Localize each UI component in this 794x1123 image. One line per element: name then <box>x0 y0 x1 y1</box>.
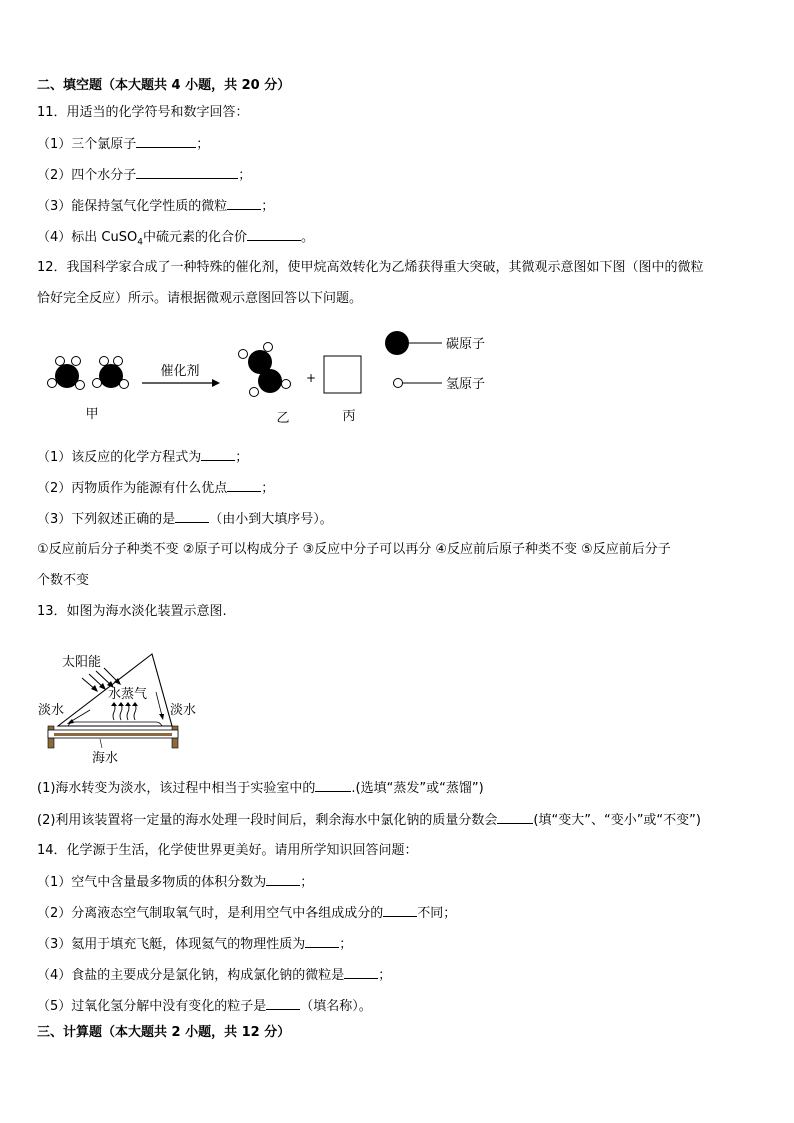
question-12-stem-line2: 恰好完全反应）所示。请根据微观示意图回答以下问题。 <box>37 291 363 306</box>
q11-item-1-text: （1）三个氯原子 <box>37 137 137 152</box>
q11-item-4-text-a: （4）标出 CuSO <box>37 230 138 245</box>
methane-molecule-1 <box>48 357 85 390</box>
q11-item-4-text-b: 中硫元素的化合价 <box>142 230 247 245</box>
section-heading: 三、计算题（本大题共 2 小题，共 12 分） <box>37 1025 291 1040</box>
q12-item-1 <box>37 448 248 467</box>
q13-item-2-end: (填“变大”、“变小”或“不变”) <box>533 813 701 828</box>
seawater-label: 海水 <box>92 751 119 766</box>
legend-carbon-label: 碳原子 <box>446 337 486 352</box>
answer-blank[interactable] <box>227 479 261 492</box>
q11-item-1 <box>37 135 209 154</box>
q13-item-1 <box>37 779 484 798</box>
q12-item-2-end: ； <box>261 481 275 496</box>
answer-blank[interactable] <box>201 448 235 461</box>
answer-blank[interactable] <box>175 510 209 523</box>
q14-item-1-text: （1）空气中含量最多物质的体积分数为 <box>37 875 267 890</box>
answer-blank[interactable] <box>383 904 417 917</box>
q12-item-3 <box>37 510 333 529</box>
answer-blank[interactable] <box>136 166 238 179</box>
q12-item-2 <box>37 479 274 498</box>
ethylene-molecule <box>239 343 291 397</box>
answer-blank[interactable] <box>315 779 351 792</box>
answer-blank[interactable] <box>497 811 533 824</box>
q11-item-2-end: ； <box>238 168 252 183</box>
fresh-water-left-label: 淡水 <box>38 703 65 718</box>
catalyst-label: 催化剂 <box>160 364 200 379</box>
q13-item-2-text: (2)利用该装置将一定量的海水处理一段时间后，剩余海水中氯化钠的质量分数会 <box>37 813 498 828</box>
q12-item-3-text: （3）下列叙述正确的是 <box>37 512 176 527</box>
question-14-stem: 14．化学源于生活，化学使世界更美好。请用所学知识回答问题： <box>37 843 418 858</box>
q14-item-2-text: （2）分离液态空气制取氧气时，是利用空气中各组成成分的 <box>37 906 384 921</box>
answer-blank[interactable] <box>344 966 378 979</box>
plus-sign: + <box>305 371 317 385</box>
q14-item-4 <box>37 966 391 985</box>
q12-item-1-text: （1）该反应的化学方程式为 <box>37 450 202 465</box>
hydrogen-legend-icon <box>394 379 403 388</box>
q14-item-3-text: （3）氦用于填充飞艇，体现氦气的物理性质为 <box>37 937 306 952</box>
answer-blank[interactable] <box>305 935 339 948</box>
legend-hydrogen-label: 氢原子 <box>446 377 486 392</box>
q11-item-3 <box>37 197 274 216</box>
q14-item-4-text: （4）食盐的主要成分是氯化钠，构成氯化钠的微粒是 <box>37 968 345 983</box>
methane-molecule-2 <box>93 357 129 389</box>
q11-item-2-text: （2）四个水分子 <box>37 168 137 183</box>
question-11-stem: 11．用适当的化学符号和数字回答： <box>37 105 249 120</box>
label-bing: 丙 <box>342 409 356 424</box>
fresh-water-right-label: 淡水 <box>170 703 197 718</box>
q14-item-5 <box>37 997 372 1016</box>
q14-item-5-text: （5）过氧化氢分解中没有变化的粒子是 <box>37 999 267 1014</box>
question-12-stem-line1: 12．我国科学家合成了一种特殊的催化剂，使甲烷高效转化为乙烯获得重大突破，其微观示意图如下图（图中的微粒 <box>37 260 704 275</box>
q14-item-3-end: ； <box>339 937 353 952</box>
vapor-label: 水蒸气 <box>108 687 148 702</box>
label-jia: 甲 <box>85 407 99 422</box>
q14-item-4-end: ； <box>378 968 392 983</box>
q11-item-1-end: ； <box>196 137 210 152</box>
q14-item-3 <box>37 935 352 954</box>
reaction-arrow-head <box>212 379 220 387</box>
q11-item-2 <box>37 166 251 185</box>
reaction-microscopic-diagram <box>0 320 794 430</box>
q14-item-2-end: 不同； <box>417 906 457 921</box>
q11-item-4-end: 。 <box>300 230 314 245</box>
question-13-stem: 13．如图为海水淡化装置示意图. <box>37 604 227 619</box>
q12-options-line1: ①反应前后分子种类不变 ②原子可以构成分子 ③反应中分子可以再分 ④反应前后原子种类不变 ⑤反应前后分子 <box>37 542 671 557</box>
q13-item-1-text: (1)海水转变为淡水，该过程中相当于实验室中的 <box>37 781 316 796</box>
answer-blank[interactable] <box>266 873 300 886</box>
q13-item-2 <box>37 811 701 830</box>
solar-label: 太阳能 <box>62 655 102 670</box>
q14-item-5-end: （填名称）。 <box>300 999 372 1014</box>
product-box <box>324 356 361 393</box>
answer-blank[interactable] <box>266 997 300 1010</box>
q12-options-line2: 个数不变 <box>37 573 90 588</box>
q14-item-1 <box>37 873 313 892</box>
section-heading: 二、填空题（本大题共 4 小题，共 20 分） <box>37 78 291 93</box>
q13-item-1-end: .(选填“蒸发”或“蒸馏”) <box>351 781 484 796</box>
q12-item-3-end: （由小到大填序号）。 <box>209 512 333 527</box>
q12-item-2-text: （2）丙物质作为能源有什么优点 <box>37 481 228 496</box>
answer-blank[interactable] <box>136 135 196 148</box>
desalination-device-diagram <box>30 640 210 770</box>
q11-item-3-end: ； <box>261 199 275 214</box>
q12-item-1-end: ； <box>235 450 249 465</box>
q11-item-3-text: （3）能保持氢气化学性质的微粒 <box>37 199 228 214</box>
subscript: 4 <box>137 237 143 248</box>
q14-item-2 <box>37 904 456 923</box>
answer-blank[interactable] <box>247 228 301 241</box>
label-yi: 乙 <box>276 411 290 426</box>
answer-blank[interactable] <box>227 197 261 210</box>
carbon-legend-icon <box>385 331 409 355</box>
q14-item-1-end: ； <box>300 875 314 890</box>
q11-item-4 <box>37 228 314 252</box>
